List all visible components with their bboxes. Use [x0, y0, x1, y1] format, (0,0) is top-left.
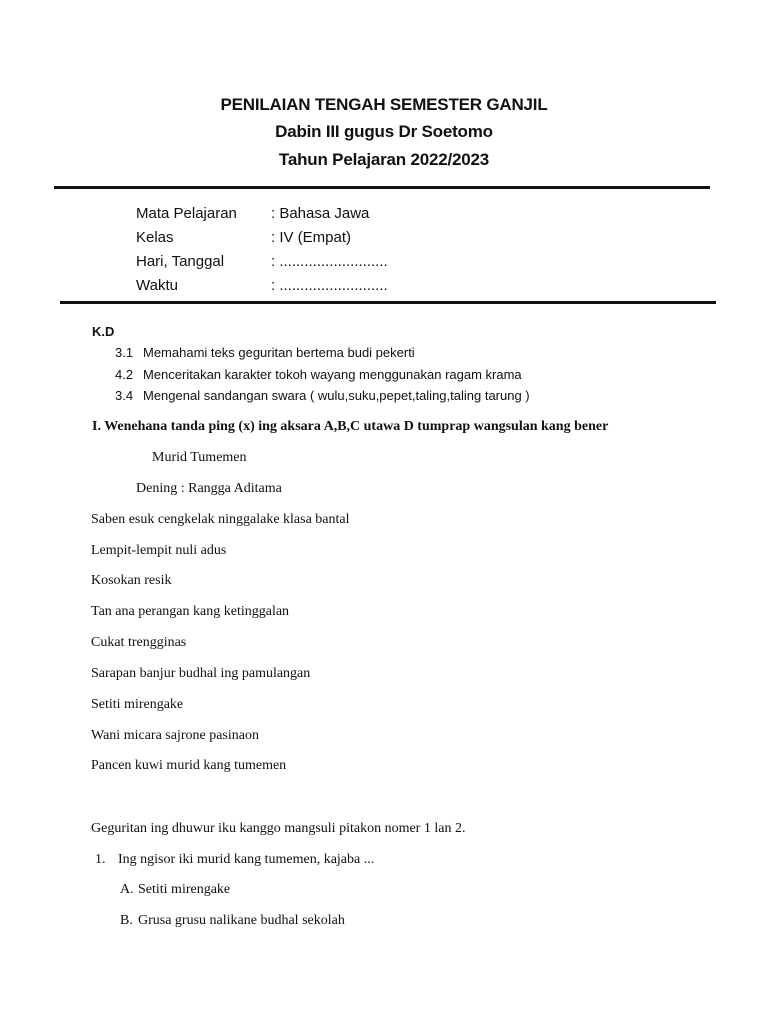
kd-item-text: Menceritakan karakter tokoh wayang menggunakan ragam krama — [143, 367, 522, 382]
kd-item-num: 3.4 — [115, 388, 134, 403]
poem-line: Setiti mirengake — [91, 697, 184, 712]
poem-line: Sarapan banjur budhal ing pamulangan — [91, 666, 311, 681]
info-value-date: : .......................... — [271, 253, 388, 270]
info-label-date: Hari, Tanggal — [136, 253, 225, 270]
info-value-time: : .......................... — [271, 277, 388, 294]
kd-heading: K.D — [92, 324, 115, 339]
section-instruction: I. Wenehana tanda ping (x) ing aksara A,B,C utawa D tumprap wangsulan kang bener — [92, 419, 609, 434]
poem-line: Tan ana perangan kang ketinggalan — [91, 604, 290, 619]
option-a-letter: A. — [120, 882, 134, 897]
poem-line: Lempit-lempit nuli adus — [91, 543, 227, 558]
poem-title: Murid Tumemen — [152, 450, 247, 465]
kd-item-text: Mengenal sandangan swara ( wulu,suku,pepet,taling,taling tarung ) — [143, 388, 530, 403]
option-b-letter: B. — [120, 913, 133, 928]
exam-subtitle-year: Tahun Pelajaran 2022/2023 — [278, 150, 490, 169]
kd-item-num: 4.2 — [115, 367, 134, 382]
kd-item-text: Memahami teks geguritan bertema budi pekerti — [143, 345, 415, 360]
info-value-class: : IV (Empat) — [271, 229, 352, 246]
info-label-subject: Mata Pelajaran — [136, 205, 237, 222]
poem-line: Saben esuk cengkelak ninggalake klasa bantal — [91, 512, 350, 527]
poem-line: Pancen kuwi murid kang tumemen — [91, 758, 287, 773]
poem-line: Kosokan resik — [91, 573, 172, 588]
option-b-text: Grusa grusu nalikane budhal sekolah — [138, 913, 345, 928]
info-label-class: Kelas — [136, 229, 174, 246]
exam-title: PENILAIAN TENGAH SEMESTER GANJIL — [220, 95, 548, 114]
poem-note: Geguritan ing dhuwur iku kanggo mangsuli pitakon nomer 1 lan 2. — [91, 821, 466, 836]
kd-item-num: 3.1 — [115, 345, 134, 360]
header-divider-top — [54, 186, 710, 189]
question-number: 1. — [95, 852, 106, 867]
question-text: Ing ngisor iki murid kang tumemen, kajaba ... — [118, 852, 375, 867]
option-a-text: Setiti mirengake — [138, 882, 231, 897]
exam-subtitle-dabin: Dabin III gugus Dr Soetomo — [275, 122, 493, 141]
poem-line: Cukat trengginas — [91, 635, 187, 650]
header-divider-bottom — [60, 301, 716, 304]
poem-author: Dening : Rangga Aditama — [136, 481, 282, 496]
poem-line: Wani micara sajrone pasinaon — [91, 728, 259, 743]
info-value-subject: : Bahasa Jawa — [271, 205, 370, 222]
info-label-time: Waktu — [136, 277, 178, 294]
